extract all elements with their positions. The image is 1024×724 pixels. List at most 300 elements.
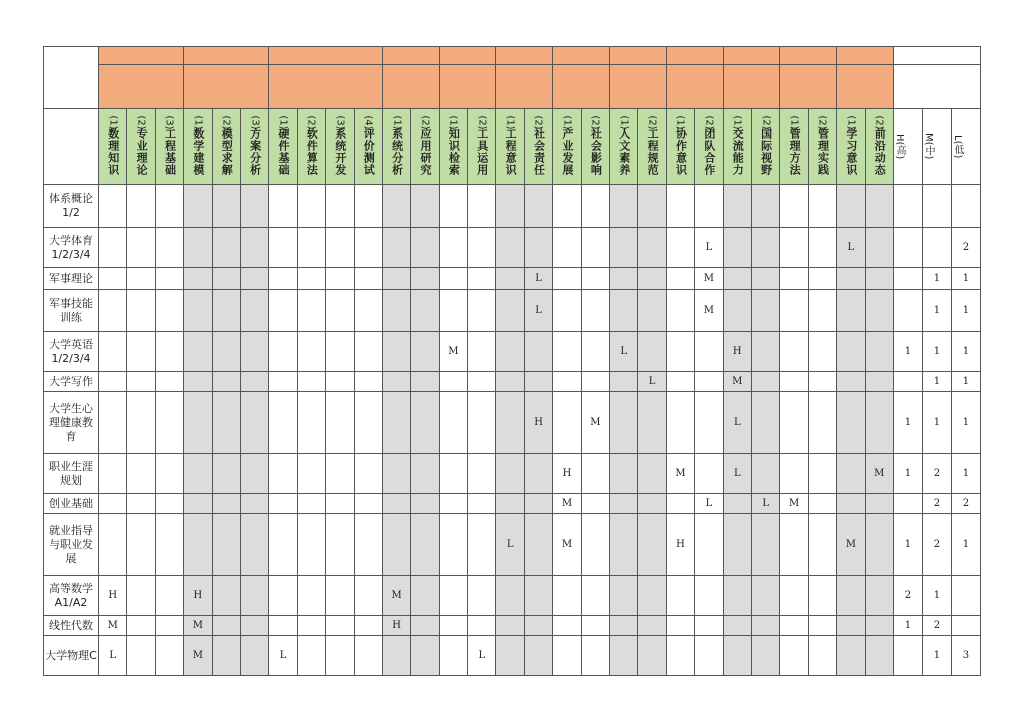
mapping-cell xyxy=(155,332,183,372)
indicator-number: (2) xyxy=(419,115,431,130)
mapping-cell xyxy=(326,290,354,332)
indicator-number: (2) xyxy=(305,115,317,130)
indicator-text: 前沿动态 xyxy=(873,128,887,176)
mapping-cell xyxy=(411,290,439,332)
mapping-cell xyxy=(723,185,751,228)
indicator-code xyxy=(866,117,893,176)
mapping-cell xyxy=(269,514,297,576)
mapping-cell xyxy=(127,185,155,228)
mapping-cell xyxy=(581,332,609,372)
mapping-cell xyxy=(468,228,496,268)
indicator-text: 系统开发 xyxy=(333,128,347,176)
indicator-header xyxy=(439,109,467,185)
indicator-header xyxy=(610,109,638,185)
mapping-cell xyxy=(808,372,836,392)
strength-count: 1 xyxy=(951,372,980,392)
indicator-number: (1) xyxy=(788,115,800,130)
mapping-cell xyxy=(326,494,354,514)
mapping-cell xyxy=(865,268,893,290)
mapping-cell xyxy=(184,454,212,494)
mapping-cell xyxy=(127,372,155,392)
indicator-header xyxy=(382,109,410,185)
group-name xyxy=(496,65,553,109)
indicator-text: 模型求解 xyxy=(220,128,234,176)
mapping-cell xyxy=(468,392,496,454)
mapping-cell xyxy=(269,494,297,514)
mapping-cell xyxy=(439,454,467,494)
group-number xyxy=(382,47,439,65)
indicator-number: (4) xyxy=(362,115,374,130)
indicator-header xyxy=(553,109,581,185)
strength-count: 2 xyxy=(922,454,951,494)
mapping-cell xyxy=(326,268,354,290)
mapping-cell: M xyxy=(723,372,751,392)
indicator-text: 知识检索 xyxy=(447,128,461,176)
indicator-code xyxy=(468,117,495,176)
mapping-cell: L xyxy=(496,514,524,576)
strength-count: 1 xyxy=(893,514,922,576)
mapping-cell xyxy=(865,290,893,332)
mapping-cell xyxy=(553,392,581,454)
mapping-cell xyxy=(751,228,779,268)
indicator-code xyxy=(298,117,325,176)
mapping-cell: M xyxy=(581,392,609,454)
strength-column-header xyxy=(951,109,980,185)
mapping-cell xyxy=(581,494,609,514)
indicator-header xyxy=(127,109,155,185)
mapping-cell xyxy=(354,290,382,332)
indicator-code xyxy=(667,117,694,176)
mapping-cell xyxy=(326,514,354,576)
mapping-cell xyxy=(837,332,865,372)
mapping-cell xyxy=(496,392,524,454)
mapping-cell xyxy=(155,372,183,392)
mapping-cell xyxy=(439,290,467,332)
mapping-cell xyxy=(269,392,297,454)
mapping-cell: M xyxy=(184,636,212,676)
mapping-cell xyxy=(524,228,552,268)
mapping-cell xyxy=(638,392,666,454)
strength-count xyxy=(893,228,922,268)
mapping-cell xyxy=(269,268,297,290)
mapping-cell xyxy=(269,372,297,392)
mapping-cell xyxy=(553,636,581,676)
mapping-cell xyxy=(99,185,127,228)
mapping-cell xyxy=(581,576,609,616)
mapping-cell xyxy=(411,392,439,454)
mapping-cell: H xyxy=(524,392,552,454)
mapping-cell xyxy=(666,332,694,372)
mapping-cell xyxy=(496,576,524,616)
course-name: 大学体育1/2/3/4 xyxy=(44,228,99,268)
mapping-cell xyxy=(808,332,836,372)
mapping-cell xyxy=(240,228,268,268)
mapping-cell xyxy=(808,268,836,290)
mapping-cell: M xyxy=(439,332,467,372)
mapping-cell xyxy=(354,268,382,290)
strength-count: 1 xyxy=(951,514,980,576)
mapping-cell: M xyxy=(695,268,723,290)
mapping-cell xyxy=(155,392,183,454)
mapping-cell xyxy=(297,332,325,372)
mapping-cell xyxy=(865,372,893,392)
mapping-cell xyxy=(269,332,297,372)
indicator-text: 应用研究 xyxy=(418,128,432,176)
mapping-cell xyxy=(127,268,155,290)
mapping-cell xyxy=(99,290,127,332)
indicator-number: (2) xyxy=(873,115,885,130)
indicator-text: 工程基础 xyxy=(163,128,177,176)
mapping-cell xyxy=(127,494,155,514)
mapping-cell xyxy=(326,454,354,494)
indicator-code xyxy=(724,117,751,176)
mapping-cell xyxy=(695,372,723,392)
mapping-cell xyxy=(411,454,439,494)
mapping-cell xyxy=(326,228,354,268)
mapping-cell xyxy=(99,454,127,494)
mapping-cell xyxy=(184,372,212,392)
mapping-cell xyxy=(240,616,268,636)
mapping-cell xyxy=(184,332,212,372)
course-name: 大学物理C xyxy=(44,636,99,676)
indicator-number: (1) xyxy=(731,115,743,130)
mapping-cell xyxy=(666,185,694,228)
mapping-cell xyxy=(808,392,836,454)
mapping-cell xyxy=(297,185,325,228)
course-name: 体系概论1/2 xyxy=(44,185,99,228)
group-number xyxy=(99,47,184,65)
mapping-cell: M xyxy=(99,616,127,636)
mapping-cell xyxy=(297,514,325,576)
indicator-number: (1) xyxy=(447,115,459,130)
mapping-cell xyxy=(155,514,183,576)
indicator-number: (2) xyxy=(533,115,545,130)
mapping-cell xyxy=(723,228,751,268)
indicator-code xyxy=(496,117,523,176)
course-name: 职业生涯规划 xyxy=(44,454,99,494)
strength-count: 2 xyxy=(893,576,922,616)
strength-count: 1 xyxy=(951,332,980,372)
mapping-cell xyxy=(666,616,694,636)
indicator-number: (1) xyxy=(277,115,289,130)
mapping-cell xyxy=(581,514,609,576)
mapping-cell xyxy=(751,636,779,676)
mapping-cell xyxy=(184,290,212,332)
mapping-cell xyxy=(581,616,609,636)
indicator-text: 专业理论 xyxy=(135,128,149,176)
mapping-cell xyxy=(354,514,382,576)
mapping-cell xyxy=(468,290,496,332)
mapping-cell xyxy=(468,185,496,228)
mapping-cell xyxy=(780,392,808,454)
mapping-cell xyxy=(610,494,638,514)
mapping-cell xyxy=(269,576,297,616)
mapping-cell xyxy=(638,576,666,616)
mapping-cell xyxy=(240,185,268,228)
mapping-cell xyxy=(354,185,382,228)
indicator-header xyxy=(326,109,354,185)
mapping-cell xyxy=(638,332,666,372)
mapping-cell xyxy=(468,332,496,372)
indicator-label xyxy=(44,109,99,185)
mapping-cell: L xyxy=(723,454,751,494)
mapping-cell: L xyxy=(99,636,127,676)
mapping-cell xyxy=(127,290,155,332)
mapping-cell: L xyxy=(269,636,297,676)
mapping-cell xyxy=(297,268,325,290)
strength-count: 1 xyxy=(893,616,922,636)
indicator-text: 交流能力 xyxy=(731,128,745,176)
mapping-cell xyxy=(524,494,552,514)
indicator-text: 硬件基础 xyxy=(277,128,291,176)
table-row xyxy=(44,372,981,392)
mapping-cell xyxy=(808,494,836,514)
mapping-cell xyxy=(865,228,893,268)
mapping-cell xyxy=(496,494,524,514)
mapping-cell xyxy=(99,332,127,372)
mapping-cell xyxy=(411,332,439,372)
mapping-cell xyxy=(155,636,183,676)
mapping-cell: L xyxy=(610,332,638,372)
strength-count: 2 xyxy=(922,514,951,576)
mapping-cell xyxy=(354,372,382,392)
mapping-cell xyxy=(240,576,268,616)
indicator-text: 数理知识 xyxy=(106,128,120,176)
mapping-cell: L xyxy=(723,392,751,454)
strength-count: 2 xyxy=(951,228,980,268)
mapping-cell xyxy=(439,185,467,228)
indicator-text: 人文素养 xyxy=(617,128,631,176)
indicator-number: (2) xyxy=(760,115,772,130)
mapping-cell xyxy=(155,268,183,290)
mapping-cell xyxy=(837,392,865,454)
mapping-cell xyxy=(212,514,240,576)
strength-count: 3 xyxy=(951,636,980,676)
mapping-cell xyxy=(553,228,581,268)
mapping-cell xyxy=(468,494,496,514)
mapping-cell xyxy=(297,290,325,332)
mapping-cell xyxy=(524,636,552,676)
mapping-cell xyxy=(666,576,694,616)
indicator-header xyxy=(695,109,723,185)
mapping-cell xyxy=(553,576,581,616)
mapping-cell xyxy=(468,372,496,392)
strength-count: 2 xyxy=(951,494,980,514)
mapping-cell xyxy=(411,514,439,576)
mapping-cell: M xyxy=(184,616,212,636)
mapping-cell xyxy=(581,372,609,392)
mapping-cell xyxy=(780,616,808,636)
strength-count: 1 xyxy=(893,332,922,372)
mapping-cell xyxy=(751,185,779,228)
indicator-header xyxy=(666,109,694,185)
mapping-cell xyxy=(751,290,779,332)
strength-count xyxy=(893,185,922,228)
mapping-cell xyxy=(212,616,240,636)
mapping-cell xyxy=(382,372,410,392)
strength-count: 1 xyxy=(922,372,951,392)
indicator-header xyxy=(837,109,865,185)
mapping-cell xyxy=(382,514,410,576)
table-row xyxy=(44,332,981,372)
mapping-cell xyxy=(837,454,865,494)
indicator-code xyxy=(99,117,126,176)
mapping-cell xyxy=(837,268,865,290)
indicator-text: 学习意识 xyxy=(844,128,858,176)
mapping-cell xyxy=(808,185,836,228)
mapping-cell xyxy=(695,332,723,372)
mapping-cell xyxy=(127,228,155,268)
mapping-cell xyxy=(496,636,524,676)
mapping-cell xyxy=(524,332,552,372)
indicator-text: 工程规范 xyxy=(646,128,660,176)
mapping-cell xyxy=(326,332,354,372)
mapping-cell xyxy=(780,332,808,372)
indicator-header xyxy=(184,109,212,185)
mapping-cell xyxy=(780,228,808,268)
strength-count: 1 xyxy=(922,636,951,676)
indicator-code xyxy=(411,117,438,176)
indicator-number: (1) xyxy=(618,115,630,130)
group-name xyxy=(269,65,383,109)
mapping-cell xyxy=(837,494,865,514)
mapping-cell: M xyxy=(553,514,581,576)
mapping-cell xyxy=(411,185,439,228)
table-row xyxy=(44,268,981,290)
mapping-cell xyxy=(127,514,155,576)
course-name: 高等数学A1/A2 xyxy=(44,576,99,616)
mapping-cell xyxy=(610,616,638,636)
strength-count xyxy=(951,616,980,636)
indicator-header xyxy=(468,109,496,185)
mapping-cell xyxy=(411,494,439,514)
mapping-cell xyxy=(354,454,382,494)
mapping-cell xyxy=(382,185,410,228)
mapping-cell xyxy=(297,636,325,676)
support-strength-label xyxy=(893,47,980,65)
mapping-cell xyxy=(240,636,268,676)
indicator-header xyxy=(723,109,751,185)
mapping-cell xyxy=(99,494,127,514)
mapping-cell: H xyxy=(723,332,751,372)
mapping-cell xyxy=(354,392,382,454)
mapping-cell xyxy=(695,514,723,576)
mapping-cell xyxy=(269,185,297,228)
mapping-cell xyxy=(780,514,808,576)
mapping-cell xyxy=(468,514,496,576)
mapping-cell xyxy=(155,576,183,616)
mapping-cell xyxy=(155,185,183,228)
indicator-header xyxy=(865,109,893,185)
indicator-code xyxy=(525,117,552,176)
indicator-number: (3) xyxy=(334,115,346,130)
group-number xyxy=(723,47,780,65)
strength-count xyxy=(893,290,922,332)
mapping-cell xyxy=(610,392,638,454)
mapping-cell xyxy=(666,636,694,676)
mapping-cell xyxy=(638,636,666,676)
mapping-cell xyxy=(99,392,127,454)
mapping-cell xyxy=(326,372,354,392)
indicator-code xyxy=(695,117,722,176)
mapping-cell xyxy=(723,494,751,514)
mapping-cell xyxy=(638,290,666,332)
indicator-code xyxy=(752,117,779,176)
mapping-cell xyxy=(382,454,410,494)
mapping-cell: L xyxy=(837,228,865,268)
mapping-cell xyxy=(411,636,439,676)
mapping-cell xyxy=(212,268,240,290)
mapping-cell xyxy=(524,185,552,228)
indicator-code xyxy=(127,117,154,176)
strength-label: L(低) xyxy=(951,134,963,159)
mapping-cell xyxy=(468,454,496,494)
mapping-cell xyxy=(780,372,808,392)
mapping-cell xyxy=(666,228,694,268)
course-matrix-table xyxy=(43,46,981,676)
mapping-cell xyxy=(411,268,439,290)
mapping-cell xyxy=(155,494,183,514)
mapping-cell xyxy=(240,514,268,576)
indicator-header xyxy=(581,109,609,185)
mapping-cell xyxy=(780,576,808,616)
strength-count: 1 xyxy=(893,454,922,494)
strength-label: H(高) xyxy=(893,133,905,160)
indicator-code xyxy=(156,117,183,176)
table-row xyxy=(44,228,981,268)
strength-count xyxy=(893,372,922,392)
indicator-text: 评价测试 xyxy=(362,128,376,176)
mapping-cell xyxy=(354,494,382,514)
mapping-cell xyxy=(638,228,666,268)
mapping-cell xyxy=(808,290,836,332)
mapping-cell xyxy=(184,228,212,268)
mapping-cell xyxy=(666,290,694,332)
indicator-header xyxy=(808,109,836,185)
mapping-cell xyxy=(99,372,127,392)
mapping-cell xyxy=(99,514,127,576)
mapping-cell: H xyxy=(99,576,127,616)
mapping-cell xyxy=(354,228,382,268)
mapping-cell xyxy=(496,290,524,332)
mapping-cell xyxy=(581,228,609,268)
indicator-number: (1) xyxy=(845,115,857,130)
indicator-text: 协作意识 xyxy=(674,128,688,176)
mapping-cell xyxy=(751,372,779,392)
mapping-cell xyxy=(553,290,581,332)
mapping-cell xyxy=(780,185,808,228)
group-name xyxy=(780,65,837,109)
indicator-header xyxy=(269,109,297,185)
indicator-number: (1) xyxy=(561,115,573,130)
indicator-text: 系统分析 xyxy=(390,128,404,176)
indicator-header xyxy=(751,109,779,185)
group-name xyxy=(553,65,610,109)
indicator-text: 社会影响 xyxy=(589,128,603,176)
group-name xyxy=(837,65,894,109)
mapping-cell xyxy=(695,616,723,636)
statistics-label xyxy=(893,65,980,109)
mapping-cell xyxy=(212,332,240,372)
mapping-cell xyxy=(269,290,297,332)
strength-count: 2 xyxy=(922,616,951,636)
mapping-cell xyxy=(439,494,467,514)
mapping-cell xyxy=(610,372,638,392)
indicator-number: (2) xyxy=(816,115,828,130)
strength-count: 1 xyxy=(951,268,980,290)
strength-count: 1 xyxy=(951,454,980,494)
mapping-cell xyxy=(382,268,410,290)
